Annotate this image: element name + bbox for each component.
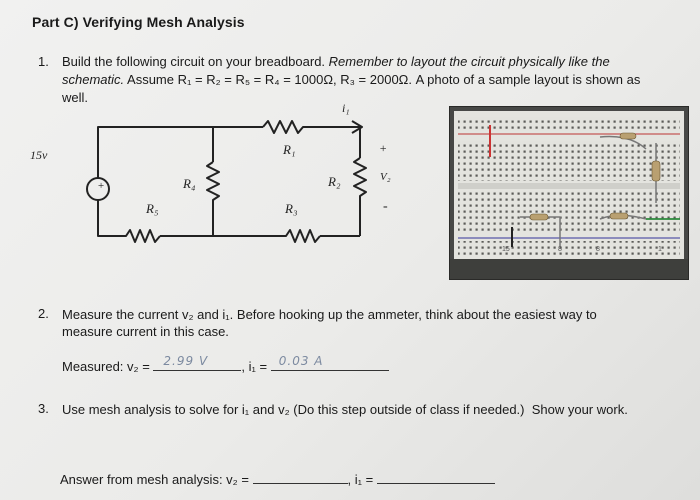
breadboard-photo-image <box>450 107 688 279</box>
measured-row <box>62 354 389 375</box>
q1-line-1-b: Remember to layout the circuit physically like the <box>328 54 610 69</box>
q3-number: 3. <box>38 401 49 416</box>
r2-label: R₂ <box>328 174 341 189</box>
q2-line-2: measure current in this case. <box>62 324 229 339</box>
q1-number: 1. <box>38 54 49 69</box>
i1-measured-value: 0.03 A <box>278 354 324 368</box>
photo-col-label-1: 15 <box>502 246 510 253</box>
q1-line-2-b: Assume R₁ = R₂ = R₅ = R₄ = 1000Ω, R₃ = 2000Ω. A photo of a sample layout is shown as <box>124 72 641 87</box>
q1-line-2-a: schematic. <box>62 72 125 87</box>
v2-measured-value: 2.99 V <box>163 354 209 368</box>
q1-line-3: well. <box>62 90 89 105</box>
page-title: Part C) Verifying Mesh Analysis <box>32 14 245 30</box>
v2-measured-field[interactable] <box>153 354 241 371</box>
q2-line-1: Measure the current v₂ and i₁. Before hooking up the ammeter, think about the easiest way to <box>62 307 597 322</box>
q2-number: 2. <box>38 306 49 321</box>
v2-label: V₂ <box>380 171 391 183</box>
i1-measured-label: , i₁ = <box>241 359 268 374</box>
q3-show-work: Show your work. <box>531 402 628 417</box>
answer-i1-label: , i₁ = <box>347 472 374 487</box>
i1-label: i₁ <box>342 102 350 115</box>
q1-line-2 <box>62 71 640 88</box>
answer-row <box>60 470 495 488</box>
source-plus: + <box>97 180 105 192</box>
measured-label: Measured: v₂ = <box>62 359 150 374</box>
r3-label: R₃ <box>285 201 298 216</box>
q1-line-1 <box>62 53 610 70</box>
source-label: 15v <box>30 148 48 162</box>
q3-line <box>62 401 628 418</box>
v2-minus: - <box>383 199 388 214</box>
breadboard-photo <box>449 106 689 280</box>
q1-line-1-a: Build the following circuit on your breadboard. <box>62 54 329 69</box>
photo-col-label-4: 1 <box>658 246 662 253</box>
r4-label: R₄ <box>183 176 196 191</box>
r5-label: R₅ <box>146 201 159 216</box>
i1-measured-field[interactable] <box>271 354 389 371</box>
photo-col-label-3: 8 <box>596 246 600 253</box>
circuit-schematic <box>30 102 425 257</box>
v2-answer-field[interactable] <box>253 470 348 484</box>
photo-col-label-2: 8 <box>558 246 562 253</box>
r1-label: R₁ <box>283 142 296 157</box>
q3-text: Use mesh analysis to solve for i₁ and v₂ (Do this step outside of class if needed.) <box>62 402 525 417</box>
i1-answer-field[interactable] <box>377 470 495 484</box>
answer-label: Answer from mesh analysis: v₂ = <box>60 472 249 487</box>
v2-plus: + <box>379 141 388 155</box>
